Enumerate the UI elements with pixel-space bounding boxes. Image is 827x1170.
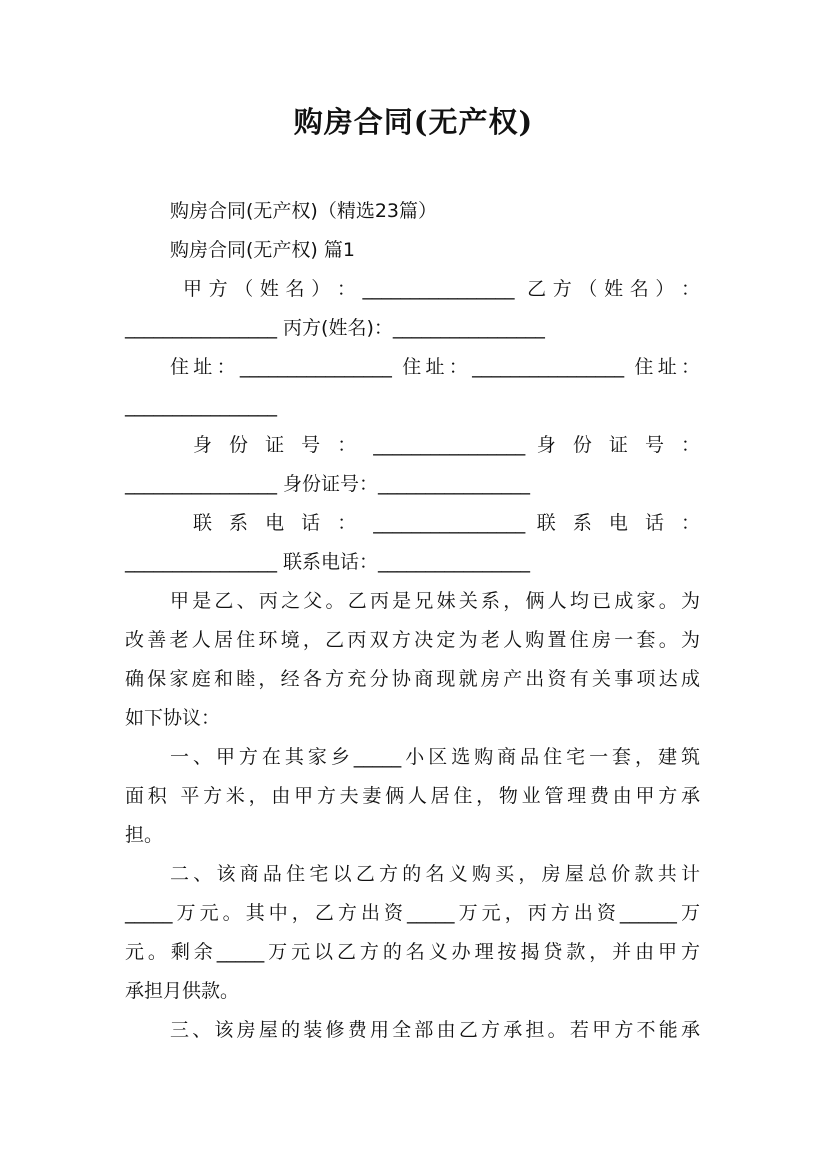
party-name-line: 甲 方 （ 姓 名 ） ： ________________ 乙 方 （ 姓 名 ） ： [183,278,700,300]
address-line: 住址：________________ 住址：________________ 住址： [170,356,700,378]
clause-1-line: 面积 平方米，由甲方夫妻俩人居住，物业管理费由甲方承 [125,785,700,807]
id-number-line-cont: ________________ 身份证号：________________ [125,473,531,495]
subtitle-line: 购房合同(无产权)（精选23篇） [170,200,438,222]
id-number-line: 身 份 证 号 ： ________________ 身 份 证 号 ： [193,434,700,456]
clause-2-line: 元。剩余_____万元以乙方的名义办理按揭贷款，并由甲方 [125,941,700,963]
clause-2-line: 二、该商品住宅以乙方的名义购买，房屋总价款共计 [170,863,700,885]
clause-3-line: 三、该房屋的装修费用全部由乙方承担。若甲方不能承 [170,1019,700,1041]
paragraph-line: 如下协议： [125,707,221,729]
document-title: 购房合同(无产权) [293,105,534,139]
clause-2-line: 承担月供款。 [125,980,240,1002]
paragraph-line: 改善老人居住环境，乙丙双方决定为老人购置住房一套。为 [125,629,700,651]
clause-2-line: _____万元。其中，乙方出资_____万元，丙方出资______万 [125,902,700,924]
party-name-line-cont: ________________ 丙方(姓名)：________________ [125,317,545,339]
clause-1-line: 一、甲方在其家乡_____小区选购商品住宅一套，建筑 [170,746,700,768]
section-heading: 购房合同(无产权) 篇1 [170,239,355,261]
phone-line-cont: ________________ 联系电话：________________ [125,551,531,573]
paragraph-line: 甲是乙、丙之父。乙丙是兄妹关系，俩人均已成家。为 [170,590,700,612]
phone-line: 联 系 电 话 ： ________________ 联 系 电 话 ： [193,512,700,534]
paragraph-line: 确保家庭和睦，经各方充分协商现就房产出资有关事项达成 [125,668,700,690]
address-line-cont: ________________ [125,395,277,417]
clause-1-line: 担。 [125,824,164,846]
